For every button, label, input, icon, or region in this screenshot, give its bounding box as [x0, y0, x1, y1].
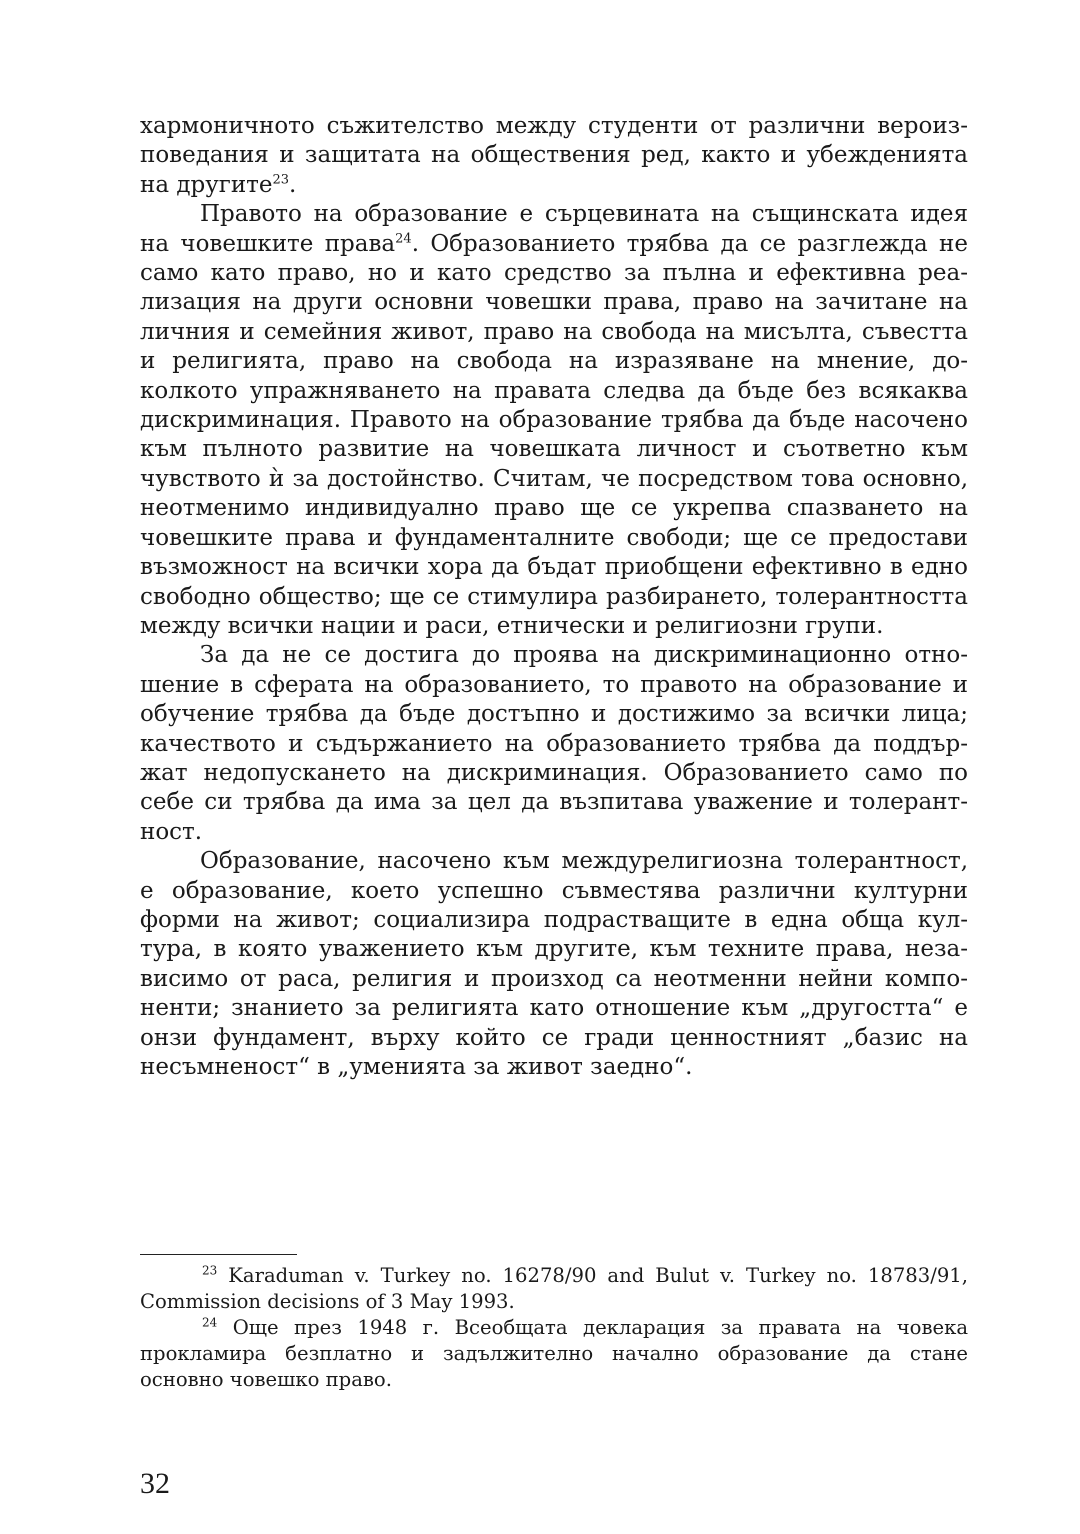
paragraph-text: За да не се достига до проява на дискриминационно отношение в сферата на образованието, то правото на образование и обучение трябва да бъде достъпно и достижимо за всички лица; качеството и съдържанието на образованието трябва да поддържат недопускането на дискриминация. Образованието само по себе си трябва да има за цел да възпитава уважение и толерантност.: [140, 642, 968, 845]
footnote-number: 24: [202, 1315, 218, 1330]
paragraph-1: [140, 112, 968, 200]
paragraph-text: .: [289, 171, 297, 198]
paragraph-3: [140, 641, 968, 847]
paragraph-text: . Образованието трябва да се разглежда не само като право, но и като средство за пълна и ефективна реализация на други основни човешки права, право на зачитане на личния и семейния живот, право на свобода на мисълта, съвестта и религията, право на свобода на изразяване на мнение, доколкото упражняването на правата следва да бъде без всякаква дискриминация. Правото на образование трябва да бъде насочено към пълното развитие на човешката личност и съответно към чувството ѝ за достойнство. Считам, че посредством това основно, неотменимо индивидуално право ще се укрепва спазването на човешките права и фундаменталните свободи; ще се предостави възможност на всички хора да бъдат приобщени ефективно в едно свободно общество; ще се стимулира разбирането, толерантността между всички нации и раси, етнически и религиозни групи.: [140, 230, 968, 639]
footnote-separator: [140, 1254, 297, 1255]
footnotes: [140, 1263, 968, 1393]
footnote-number: 23: [202, 1263, 218, 1278]
footnote-24: [140, 1315, 968, 1393]
footnote-text: Още през 1948 г. Всеобщата декларация за правата на човека прокламира безплатно и задължително начално образование да стане основно човешко право.: [140, 1316, 968, 1391]
footnote-ref-24: 24: [395, 230, 412, 246]
main-text: [140, 112, 968, 1082]
footnote-23: [140, 1263, 968, 1315]
paragraph-2: [140, 200, 968, 641]
footnote-ref-23: 23: [272, 172, 290, 188]
footnote-text: Karaduman v. Turkey no. 16278/90 and Bulut v. Turkey no. 18783/91, Commission decisions of 3 May 1993.: [140, 1264, 968, 1313]
paragraph-4: [140, 847, 968, 1082]
paragraph-text: Правото на образование е сърцевината на същинската идея на човешките права: [140, 201, 968, 257]
paragraph-text: хармоничното съжителство между студенти от различни вероизповедания и защитата на обществения ред, както и убежденията на другите: [140, 113, 968, 198]
page-number: 32: [140, 1467, 170, 1500]
paragraph-text: Образование, насочено към междурелигиозна толерантност, е образование, което успешно съвместява различни културни форми на живот; социализира подрастващите в една обща култура, в която уважението към другите, към техните права, независимо от раса, религия и произход са неотменни нейни компоненти; знанието за религията като отношение към „другостта“ е онзи фундамент, върху който се гради ценностният „базис на несъмненост“ в „уменията за живот заедно“.: [140, 848, 968, 1080]
